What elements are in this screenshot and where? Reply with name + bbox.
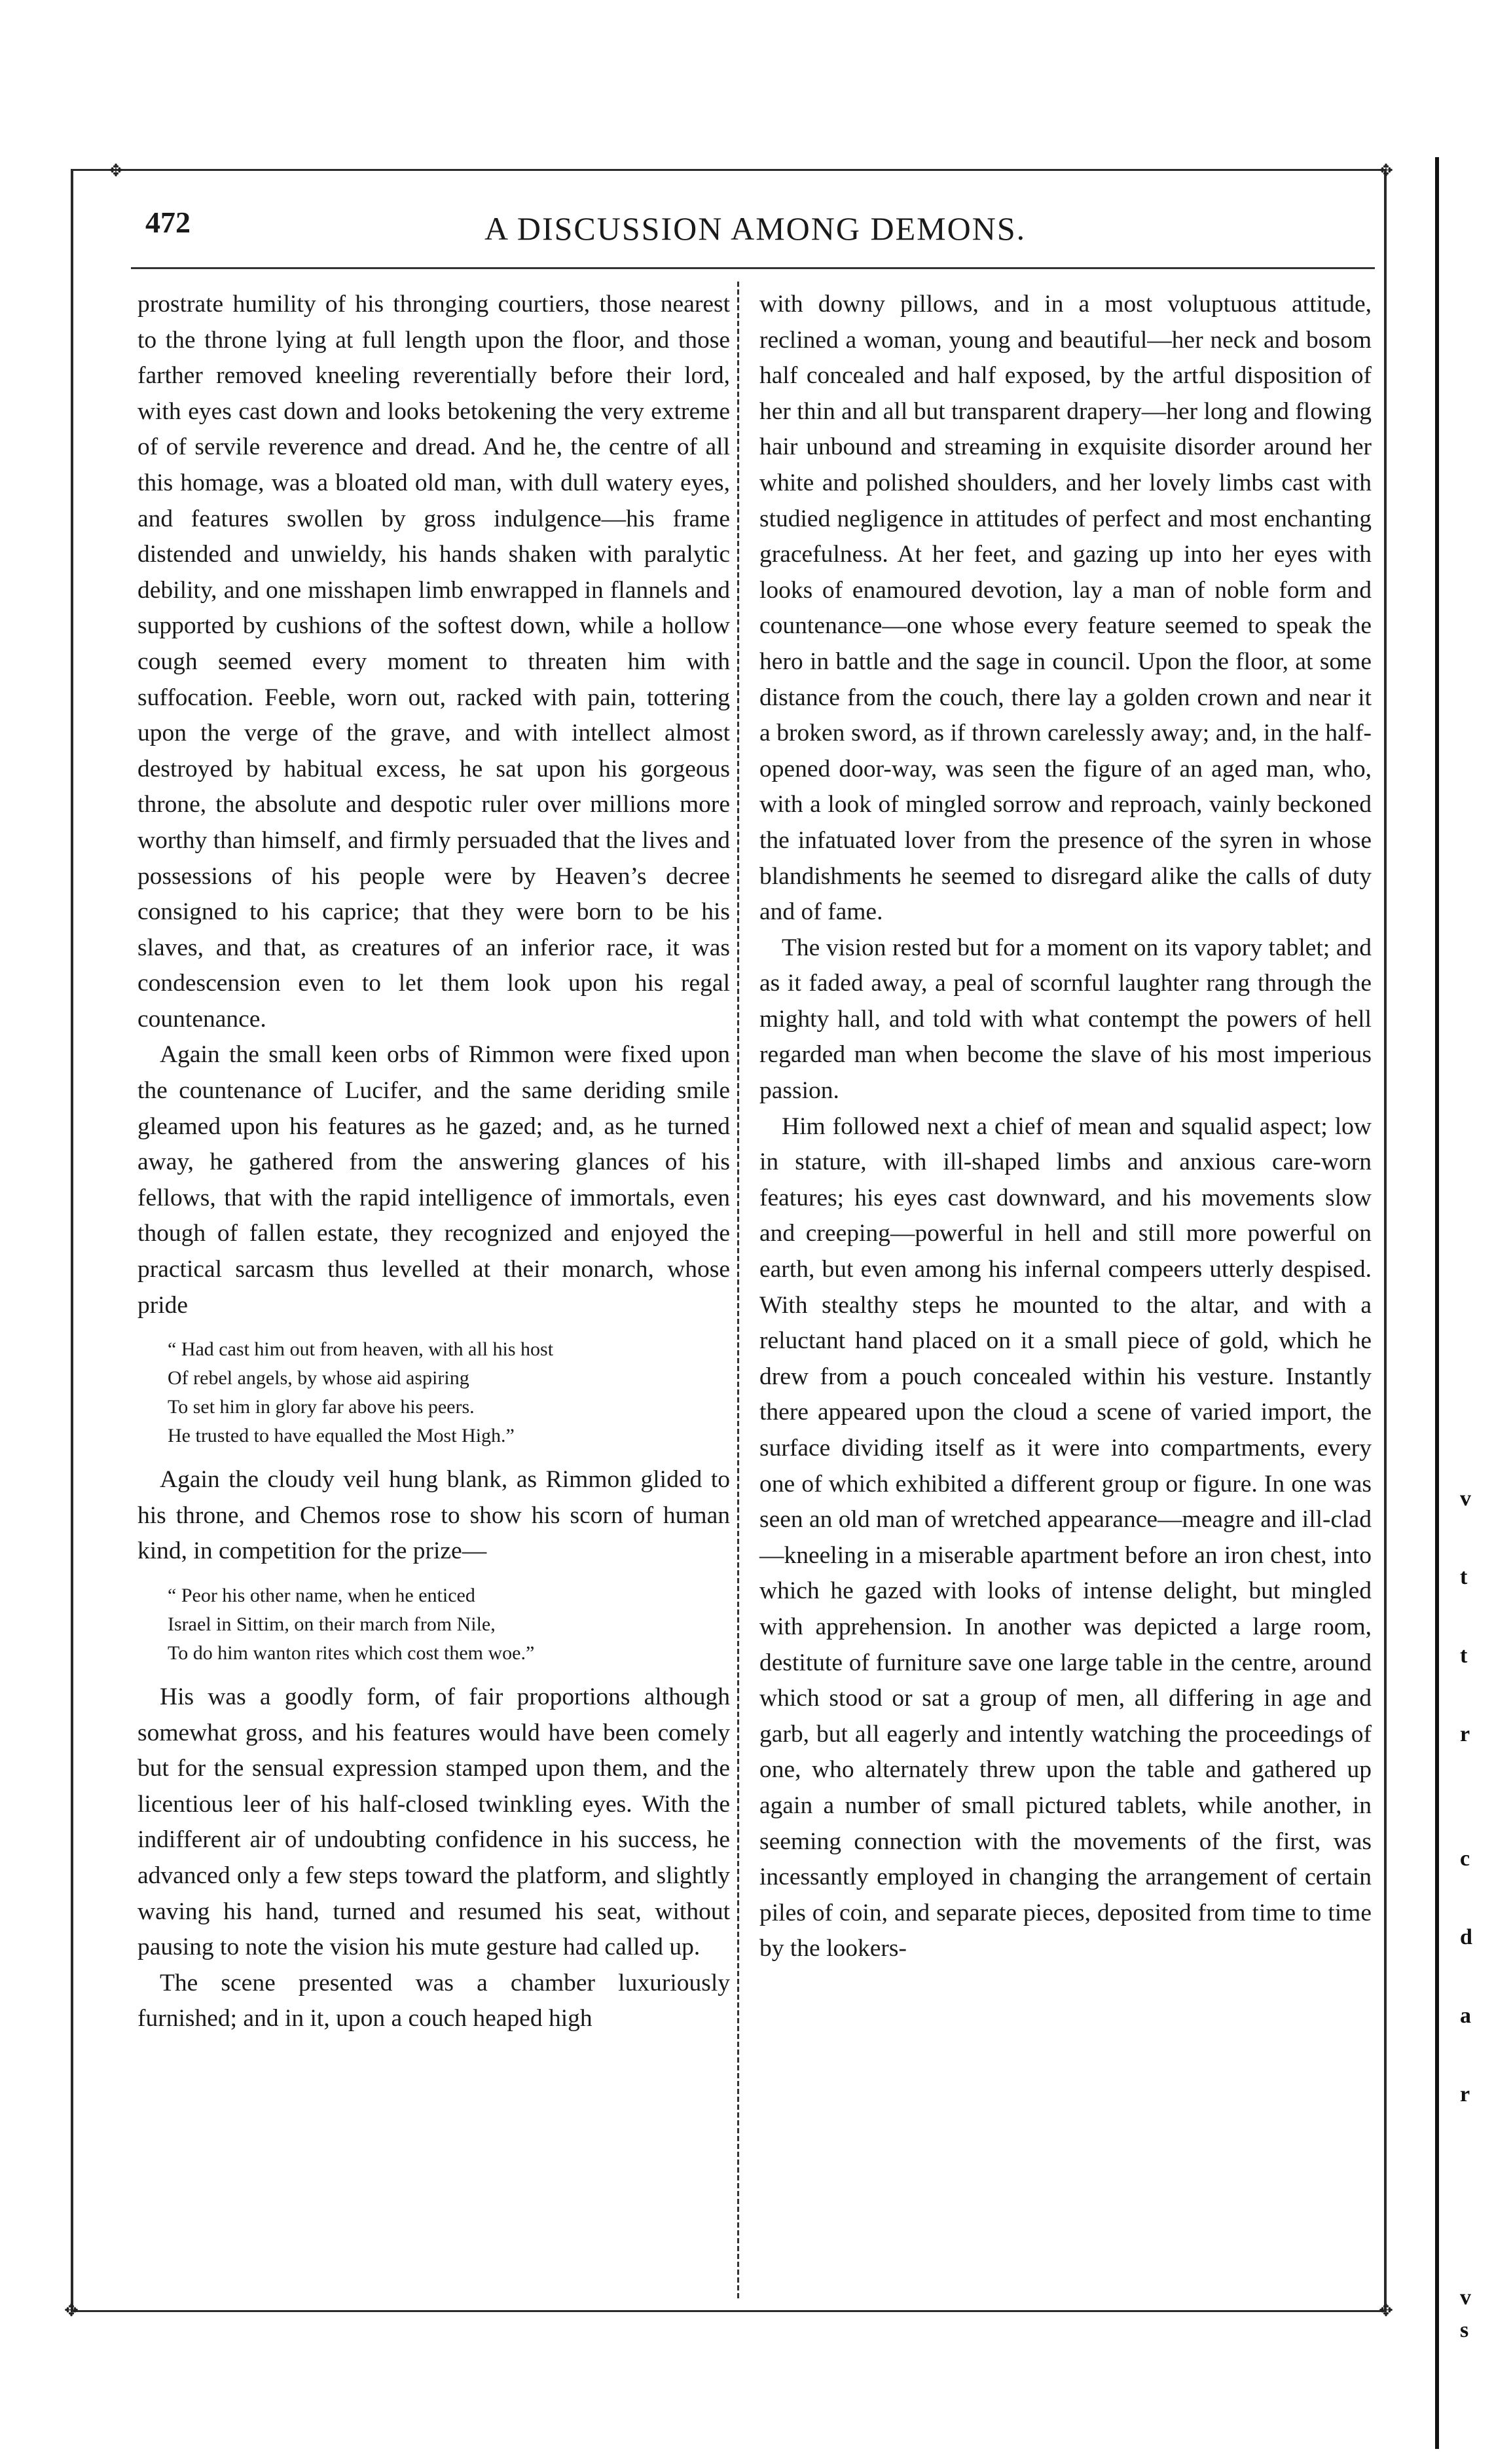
adjacent-page-rule: [1435, 157, 1439, 2449]
running-head-title: A DISCUSSION AMONG DEMONS.: [484, 210, 1027, 247]
adjacent-page-letter: v: [1460, 1486, 1471, 1511]
adjacent-page-letter: a: [1460, 2004, 1471, 2028]
column-divider: [737, 282, 739, 2298]
border-right: [1384, 169, 1387, 2310]
verse-quote: [168, 1335, 730, 1450]
paragraph: Again the cloudy veil hung blank, as Rimmon glided to his throne, and Chemos rose to show his scorn of human kind, in competition for the prize—: [137, 1466, 730, 1565]
verse-line: Of rebel angels, by whose aid aspiring: [168, 1367, 469, 1389]
verse-line: Israel in Sittim, on their march from Nile,: [168, 1613, 496, 1635]
paragraph: His was a goodly form, of fair proportions although somewhat gross, and his features would have been comely but for the sensual expression stamped upon them, and the licentious leer of his half-closed twinkling eyes. With the indifferent air of undoubting confidence in his success, he advanced only a few steps toward the platform, and slightly waving his hand, turned and resumed his seat, without pausing to note the vision his mute gesture had called up.: [137, 1683, 730, 1961]
adjacent-page-letter: v: [1460, 2285, 1471, 2309]
verse-line: To set him in glory far above his peers.: [168, 1396, 475, 1418]
corner-ornament-icon: ✥: [64, 2301, 79, 2320]
border-top: [71, 169, 1387, 180]
adjacent-page-letter: t: [1460, 1644, 1468, 1668]
adjacent-page-letter: s: [1460, 2318, 1469, 2342]
verse-quote: [168, 1581, 730, 1668]
paragraph: prostrate humility of his thronging courtiers, those nearest to the throne lying at full length upon the floor, and those farther removed kneeling reverentially before their lord, with eyes cast down and looks betokening the very extreme of of servile reverence and dread. And he, the centre of all this homage, was a bloated old man, with dull watery eyes, and features swollen by gross indulgence—his frame distended and unwieldy, his hands shaken with paralytic debility, and one misshapen limb enwrapped in flannels and supported by cushions of the softest down, while a hollow cough seemed every moment to threaten him with suffocation. Feeble, worn out, racked with pain, tottering upon the verge of the grave, and with intellect almost destroyed by habitual excess, he sat upon his gorgeous throne, the absolute and despotic ruler over millions more worthy than himself, and firmly persuaded that the lives and possessions of his people were by Heaven’s decree consigned to his caprice; that they were born to be his slaves, and that, as creatures of an inferior race, it was condescension even to let them look upon his regal countenance.: [137, 291, 730, 1033]
adjacent-page-letter: d: [1460, 1925, 1472, 1949]
header-rule: [131, 267, 1375, 269]
left-column: [137, 287, 730, 2037]
adjacent-page-letter: r: [1460, 2082, 1470, 2106]
border-left: [71, 169, 73, 2310]
page-number: 472: [145, 206, 191, 239]
adjacent-page-letter: t: [1460, 1565, 1468, 1589]
adjacent-page-edge: [1421, 157, 1494, 2449]
verse-line: “ Peor his other name, when he enticed: [168, 1585, 475, 1606]
border-bottom: [71, 2301, 1387, 2312]
adjacent-page-letter: c: [1460, 1847, 1470, 1871]
paragraph: Again the small keen orbs of Rimmon were fixed upon the countenance of Lucifer, and the same deriding smile gleamed upon his features as he gazed; and, as he turned away, he gathered from the answering glances of his fellows, that with the rapid intelligence of immortals, even though of fallen estate, they recognized and enjoyed the practical sarcasm thus levelled at their monarch, whose pride: [137, 1041, 730, 1319]
paragraph: with downy pillows, and in a most voluptuous attitude, reclined a woman, young and beautiful—her neck and bosom half concealed and half exposed, by the artful disposition of her thin and all but transparent drapery—her long and flowing hair unbound and streaming in exquisite disorder around her white and polished shoulders, and her lovely limbs cast with studied negligence in attitudes of perfect and most enchanting gracefulness. At her feet, and gazing up into her eyes with looks of enamoured devotion, lay a man of noble form and countenance—one whose every feature seemed to speak the hero in battle and the sage in council. Upon the floor, at some distance from the couch, there lay a golden crown and near it a broken sword, as if thrown carelessly away; and, in the half-opened door-way, was seen the figure of an aged man, who, with a look of mingled sorrow and reproach, vainly beckoned the infatuated lover from the presence of the syren in whose blandishments he seemed to disregard alike the calls of duty and of fame.: [759, 291, 1372, 926]
corner-ornament-icon: ✥: [109, 161, 123, 180]
corner-ornament-icon: ✥: [1379, 161, 1393, 180]
paragraph: Him followed next a chief of mean and squalid aspect; low in stature, with ill-shaped limbs and anxious care-worn features; his eyes cast downward, and his movements slow and creeping—powerful in hell and still more powerful on earth, but even among his infernal compeers utterly despised. With stealthy steps he mounted to the altar, and with a reluctant hand placed on it a small piece of gold, which he drew from a pouch concealed within his vesture. Instantly there appeared upon the cloud a scene of varied import, the surface dividing itself as it were into compartments, every one of which exhibited a different group or figure. In one was seen an old man of wretched appearance—meagre and ill-clad—kneeling in a miserable apartment before an iron chest, into which he gazed with looks of intense delight, but mingled with apprehension. In another was depicted a large room, destitute of furniture save one large table in the centre, around which stood or sat a group of men, all differing in age and garb, but all eagerly and intently watching the proceedings of one, who alternately threw upon the table and gathered up again a number of small pictured tablets, while another, in seeming connection with the movements of the first, was incessantly employed in changing the arrangement of certain piles of coin, and separate pieces, deposited from time to time by the lookers-: [759, 1112, 1372, 1962]
corner-ornament-icon: ✥: [1379, 2301, 1393, 2320]
verse-line: To do him wanton rites which cost them woe.”: [168, 1642, 535, 1664]
paragraph: The scene presented was a chamber luxuriously furnished; and in it, upon a couch heaped high: [137, 1969, 730, 2032]
verse-line: “ Had cast him out from heaven, with all his host: [168, 1338, 554, 1361]
right-column: [759, 287, 1372, 1967]
adjacent-page-letter: r: [1460, 1722, 1470, 1746]
verse-line: He trusted to have equalled the Most High.”: [168, 1425, 515, 1447]
paragraph: The vision rested but for a moment on its vapory tablet; and as it faded away, a peal of scornful laughter rang through the mighty hall, and told with what contempt the powers of hell regarded man when become the slave of his most imperious passion.: [759, 934, 1372, 1105]
